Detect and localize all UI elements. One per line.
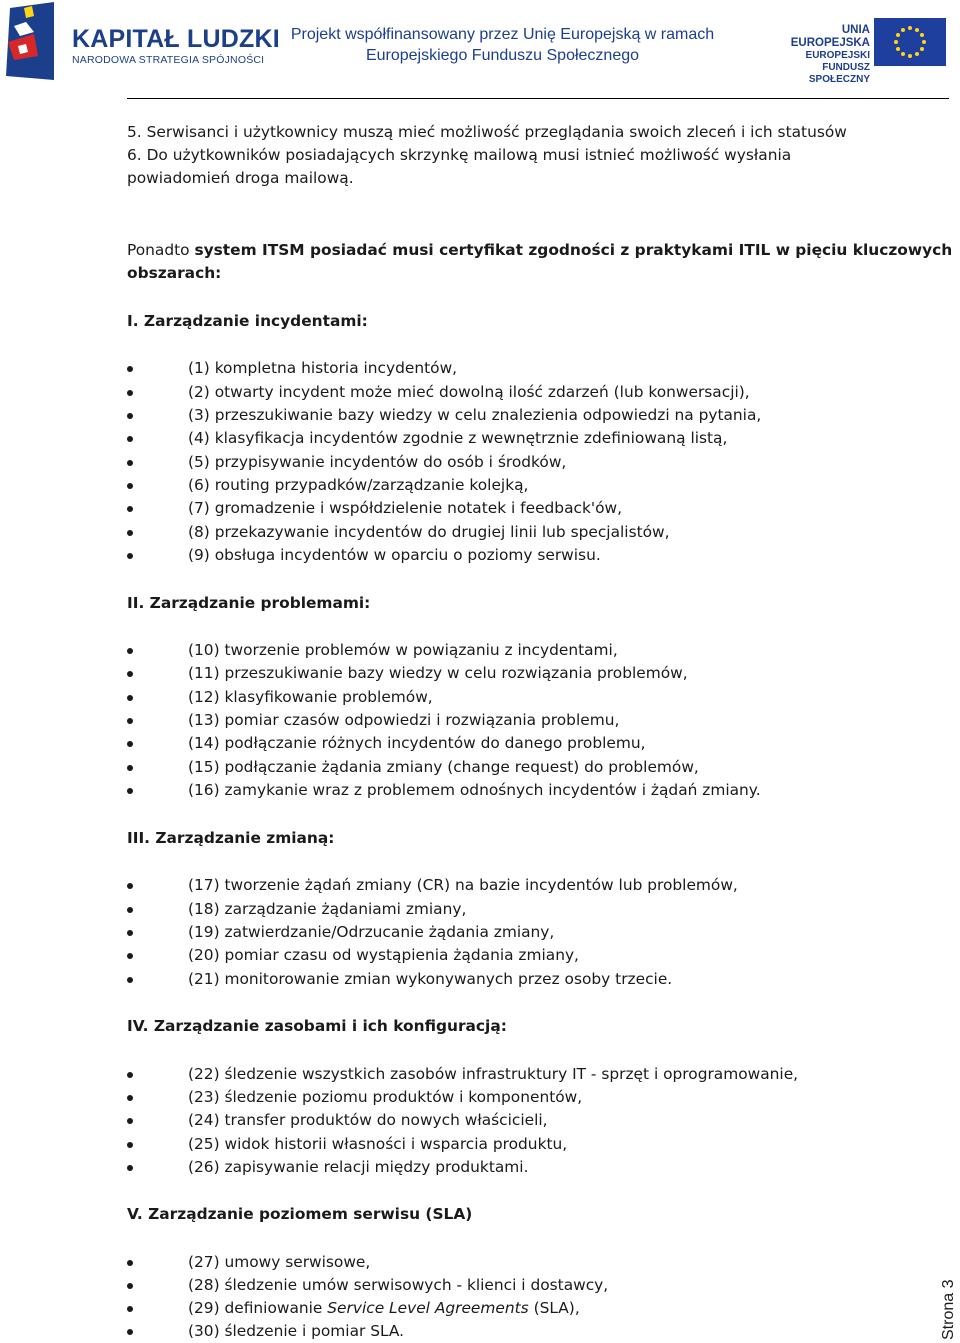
list-item-text: (19) zatwierdzanie/Odrzucanie żądania zmiany, (188, 923, 555, 941)
ponadto-bold-1: system ITSM posiadać musi certyfikat zgodności z praktykami ITIL w pięciu kluczowych (194, 241, 953, 259)
list-item-text: (2) otwarty incydent może mieć dowolną ilość zdarzeń (lub konwersacji), (188, 383, 750, 401)
bullet-icon (127, 930, 133, 936)
intro-line-3: powiadomień droga mailową. (127, 169, 354, 187)
list-item-text: (28) śledzenie umów serwisowych - klienci i dostawcy, (188, 1276, 609, 1294)
list-item-text: (10) tworzenie problemów w powiązaniu z incydentami, (188, 641, 618, 659)
logo-title: KAPITAŁ LUDZKI (72, 25, 280, 53)
item-29-italic: Service Level Agreements (327, 1299, 529, 1317)
bullet-icon (127, 1118, 133, 1124)
list-item-text: (30) śledzenie i pomiar SLA. (188, 1322, 405, 1340)
list-item-text: (4) klasyfikacja incydentów zgodnie z wewnętrznie zdefiniowaną listą, (188, 429, 728, 447)
list-item-text: (7) gromadzenie i współdzielenie notatek i feedback'ów, (188, 499, 623, 517)
bullet-icon (127, 741, 133, 747)
bullet-icon (127, 765, 133, 771)
section-heading: V. Zarządzanie poziomem serwisu (SLA) (127, 1205, 473, 1223)
bullet-icon (127, 977, 133, 983)
list-item-text: (3) przeszukiwanie bazy wiedzy w celu znalezienia odpowiedzi na pytania, (188, 406, 762, 424)
list-item-text: (5) przypisywanie incydentów do osób i środków, (188, 453, 567, 471)
bullet-icon (127, 1306, 133, 1312)
eu-line-1: UNIA EUROPEJSKA (790, 24, 870, 49)
bullet-icon (127, 1142, 133, 1148)
list-item-text: (13) pomiar czasów odpowiedzi i rozwiązania problemu, (188, 711, 620, 729)
kapital-ludzki-wordmark (72, 26, 280, 66)
list-item-text: (24) transfer produktów do nowych właścicieli, (188, 1111, 548, 1129)
list-item-text: (16) zamykanie wraz z problemem odnośnych incydentów i żądań zmiany. (188, 781, 761, 799)
list-item-text: (18) zarządzanie żądaniami zmiany, (188, 900, 467, 918)
list-item-text: (26) zapisywanie relacji między produktami. (188, 1158, 529, 1176)
section-heading: I. Zarządzanie incydentami: (127, 312, 368, 330)
project-line-1: Projekt współfinansowany przez Unię Europejską w ramach (290, 26, 715, 43)
bullet-icon (127, 460, 133, 466)
bullet-icon (127, 390, 133, 396)
list-item-text: (22) śledzenie wszystkich zasobów infrastruktury IT - sprzęt i oprogramowanie, (188, 1065, 799, 1083)
list-item-text: (15) podłączanie żądania zmiany (change request) do problemów, (188, 758, 699, 776)
bullet-icon (127, 483, 133, 489)
ponadto-line-2: obszarach: (127, 264, 222, 282)
bullet-icon (127, 788, 133, 794)
list-item-text: (17) tworzenie żądań zmiany (CR) na bazie incydentów lub problemów, (188, 876, 738, 894)
ponadto-line-1 (127, 239, 952, 262)
bullet-icon (127, 1283, 133, 1289)
bullet-icon (127, 1329, 133, 1335)
header-rule (127, 98, 949, 99)
bullet-icon (127, 436, 133, 442)
list-item-text: (25) widok historii własności i wsparcia produktu, (188, 1135, 568, 1153)
bullet-icon (127, 718, 133, 724)
list-item-text: (11) przeszukiwanie bazy wiedzy w celu rozwiązania problemów, (188, 664, 688, 682)
eu-line-2: EUROPEJSKI (805, 50, 870, 61)
section-heading: IV. Zarządzanie zasobami i ich konfiguracją: (127, 1017, 507, 1035)
bullet-icon (127, 530, 133, 536)
item-29-suffix: (SLA), (528, 1299, 580, 1317)
bullet-icon (127, 1165, 133, 1171)
section-heading: II. Zarządzanie problemami: (127, 594, 371, 612)
list-item-text: (12) klasyfikowanie problemów, (188, 688, 433, 706)
eu-flag-icon (874, 18, 946, 66)
section-heading: III. Zarządzanie zmianą: (127, 829, 335, 847)
bullet-icon (127, 1095, 133, 1101)
item-29-prefix: (29) definiowanie (188, 1299, 328, 1317)
list-item-text: (1) kompletna historia incydentów, (188, 359, 458, 377)
bullet-icon (127, 1072, 133, 1078)
page-header (0, 0, 960, 100)
bullet-icon (127, 366, 133, 372)
ponadto-prefix: Ponadto (127, 241, 195, 259)
bullet-icon (127, 695, 133, 701)
intro-line-2: 6. Do użytkowników posiadających skrzynkę mailową musi istnieć możliwość wysłania (127, 146, 792, 164)
list-item-text: (27) umowy serwisowe, (188, 1253, 371, 1271)
bullet-icon (127, 671, 133, 677)
eu-line-3: FUNDUSZ SPOŁECZNY (808, 62, 870, 85)
bullet-icon (127, 953, 133, 959)
kapital-ludzki-logo-icon (4, 2, 56, 82)
logo-subtitle: NARODOWA STRATEGIA SPÓJNOŚCI (72, 54, 265, 66)
intro-line-1: 5. Serwisanci i użytkownicy muszą mieć możliwość przeglądania swoich zleceń i ich statusów (127, 123, 847, 141)
list-item-text: (6) routing przypadków/zarządzanie kolejką, (188, 476, 529, 494)
list-item-text: (8) przekazywanie incydentów do drugiej linii lub specjalistów, (188, 523, 670, 541)
list-item-text: (23) śledzenie poziomu produktów i komponentów, (188, 1088, 583, 1106)
bullet-icon (127, 907, 133, 913)
bullet-icon (127, 413, 133, 419)
list-item-text: (9) obsługa incydentów w oparciu o poziomy serwisu. (188, 546, 601, 564)
page-number: Strona 3 (940, 1279, 957, 1340)
bullet-icon (127, 883, 133, 889)
project-line-2: Europejskiego Funduszu Społecznego (365, 47, 640, 64)
bullet-icon (127, 553, 133, 559)
bullet-icon (127, 648, 133, 654)
list-item-text: (14) podłączanie różnych incydentów do danego problemu, (188, 734, 646, 752)
eu-label (760, 24, 870, 86)
list-item-text: (20) pomiar czasu od wystąpienia żądania zmiany, (188, 946, 579, 964)
project-cofinancing-note (290, 24, 715, 66)
list-item-text: (21) monitorowanie zmian wykonywanych przez osoby trzecie. (188, 970, 673, 988)
bullet-icon (127, 1260, 133, 1266)
bullet-icon (127, 506, 133, 512)
list-item-text (188, 1297, 580, 1320)
